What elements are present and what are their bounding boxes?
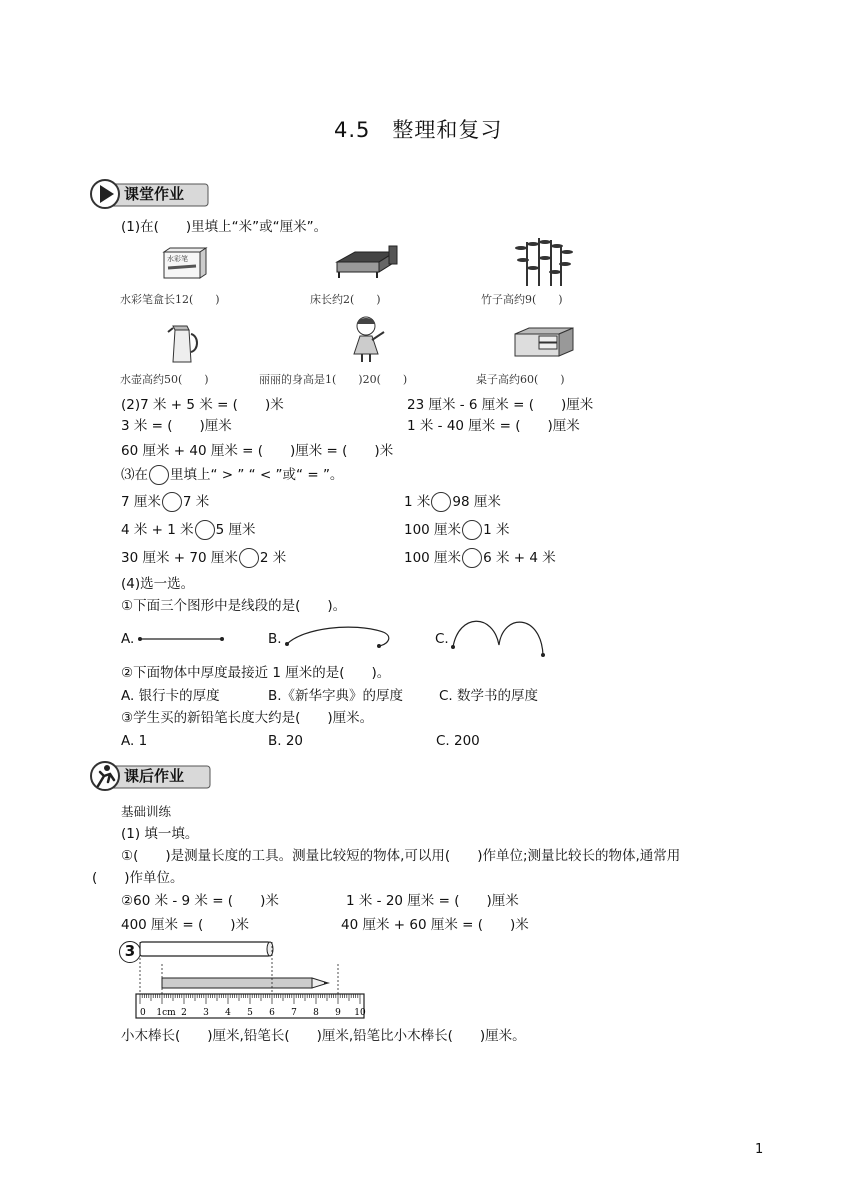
q3-row-1-right: [404, 492, 501, 512]
q3-r2-r1: 5 厘米: [215, 522, 256, 538]
q2-d: 1 米 - 40 厘米 = ( )厘米: [407, 418, 580, 434]
ruler-figure: [132, 938, 368, 1020]
ruler-tick-label: 6: [269, 1008, 275, 1018]
q3-r3-l1: 30 厘米 + 70 厘米: [121, 550, 238, 566]
kettle-image: [167, 322, 199, 368]
q4-s1: ①下面三个图形中是线段的是( )。: [121, 598, 347, 614]
q3-row-3-right: [404, 548, 556, 568]
q2-e: 60 厘米 + 40 厘米 = ( )厘米 = ( )米: [121, 443, 394, 459]
q1-caption-girl: 丽丽的身高是1( )20( ): [259, 373, 408, 386]
ruler-tick-label: 1cm: [156, 1008, 176, 1018]
q4-s3-opt-c: C. 200: [436, 733, 480, 749]
q2-a: (2)7 米 + 5 米 = ( )米: [121, 397, 284, 413]
q4-s2-opt-b: B.《新华字典》的厚度: [268, 688, 404, 704]
q4-s2-opt-c: C. 数学书的厚度: [439, 688, 539, 704]
ruler-tick-label: 9: [335, 1008, 341, 1018]
q3-row-2-right: [404, 520, 509, 540]
q3-prompt-after: 里填上“ > ” “ < ”或“ = ”。: [170, 467, 344, 483]
ruler-tick-label: 0: [140, 1008, 146, 1018]
q3-r1-r2: 98 厘米: [452, 494, 501, 510]
arches-figure: [449, 615, 549, 659]
pencil-lead: [324, 982, 330, 984]
q4-s2: ②下面物体中厚度最接近 1 厘米的是( )。: [121, 665, 391, 681]
q3-r2-l2: 100 厘米: [404, 522, 462, 538]
bamboo-image: [513, 238, 575, 292]
hw-q1-p1a: ①( )是测量长度的工具。测量比较短的物体,可以用( )作单位;测量比较长的物体,通常用: [121, 848, 681, 864]
hw-q1-p2a: ②60 米 - 9 米 = ( )米: [121, 893, 279, 909]
q3-r3-r1: 2 米: [259, 550, 287, 566]
compare-circle-blank[interactable]: [162, 492, 182, 512]
homework-badge: [90, 760, 212, 796]
q3-r1-r1: 7 米: [182, 494, 210, 510]
compare-circle-icon: [149, 465, 169, 485]
ruler-tick-label: 7: [291, 1008, 297, 1018]
hw-q1-p3-answer: 小木棒长( )厘米,铅笔长( )厘米,铅笔比小木棒长( )厘米。: [121, 1028, 526, 1044]
q4-s1-opt-c: C.: [435, 631, 449, 647]
hw-q1-p2c: 400 厘米 = ( )米: [121, 917, 249, 933]
ruler-tick-label: 3: [203, 1008, 209, 1018]
hw-q1-p2b: 1 米 - 20 厘米 = ( )厘米: [346, 893, 519, 909]
q3-prompt: [121, 465, 343, 485]
q4-s3-opt-a: A. 1: [121, 733, 148, 749]
wooden-stick-end: [267, 942, 273, 956]
q1-prompt: (1)在( )里填上“米”或“厘米”。: [121, 219, 328, 235]
hw-q1-p2d: 40 厘米 + 60 厘米 = ( )米: [341, 917, 529, 933]
page-title: 4.5 整理和复习: [334, 118, 503, 142]
q3-row-1-left: [121, 492, 209, 512]
ruler-tick-label: 8: [313, 1008, 319, 1018]
q1-caption-bed: 床长约2( ): [310, 293, 381, 306]
desk-image: [513, 326, 575, 364]
homework-section: 基础训练: [121, 804, 172, 819]
q3-r2-l1: 4 米 + 1 米: [121, 522, 194, 538]
wooden-stick: [140, 942, 270, 956]
ruler-tick-label: 2: [181, 1008, 187, 1018]
q1-caption-bamboo: 竹子高约9( ): [481, 293, 563, 306]
hw-q1-p1b: ( )作单位。: [92, 870, 184, 886]
bed-image: [333, 246, 399, 286]
q4-s2-opt-a: A. 银行卡的厚度: [121, 688, 220, 704]
compare-circle-blank[interactable]: [462, 548, 482, 568]
q4-s1-opt-b: B.: [268, 631, 282, 647]
q3-r2-r2: 1 米: [483, 522, 510, 538]
q3-r3-r2: 6 米 + 4 米: [483, 550, 556, 566]
q2-b: 23 厘米 - 6 厘米 = ( )厘米: [407, 397, 594, 413]
q4-s1-opt-a: A.: [121, 631, 135, 647]
q2-c: 3 米 = ( )厘米: [121, 418, 232, 434]
q4-prompt: (4)选一选。: [121, 576, 195, 592]
q1-caption-kettle: 水壶高约50( ): [120, 373, 209, 386]
marker-box-image: [160, 246, 210, 284]
q3-row-3-left: [121, 548, 286, 568]
line-segment-figure: [136, 632, 226, 646]
compare-circle-blank[interactable]: [195, 520, 215, 540]
q4-s3-opt-b: B. 20: [268, 733, 304, 749]
compare-circle-blank[interactable]: [431, 492, 451, 512]
ruler-tick-label: 10: [354, 1008, 366, 1018]
classwork-header: 课堂作业: [124, 185, 185, 203]
q3-r1-l1: 7 厘米: [121, 494, 161, 510]
compare-circle-blank[interactable]: [239, 548, 259, 568]
hw-q1-prompt: (1) 填一填。: [121, 826, 199, 842]
q3-row-2-left: [121, 520, 256, 540]
q3-r3-l2: 100 厘米: [404, 550, 462, 566]
compare-circle-blank[interactable]: [462, 520, 482, 540]
q3-r1-l2: 1 米: [404, 494, 431, 510]
pencil-body: [162, 978, 312, 988]
q3-prompt-before: ⑶在: [121, 467, 148, 483]
homework-header: 课后作业: [124, 767, 185, 785]
q1-caption-marker-box: 水彩笔盒长12( ): [120, 293, 220, 306]
q4-s3: ③学生买的新铅笔长度大约是( )厘米。: [121, 710, 374, 726]
classwork-badge: [90, 178, 210, 214]
question-3-marker: 3: [119, 941, 141, 963]
page-number: 1: [755, 1142, 764, 1157]
girl-image: [350, 314, 392, 368]
marker-box-label: 水彩笔: [167, 255, 188, 263]
ruler-tick-label: 4: [225, 1008, 231, 1018]
q1-caption-desk: 桌子高约60( ): [476, 373, 565, 386]
ruler-tick-label: 5: [247, 1008, 253, 1018]
curve-figure: [283, 622, 395, 650]
